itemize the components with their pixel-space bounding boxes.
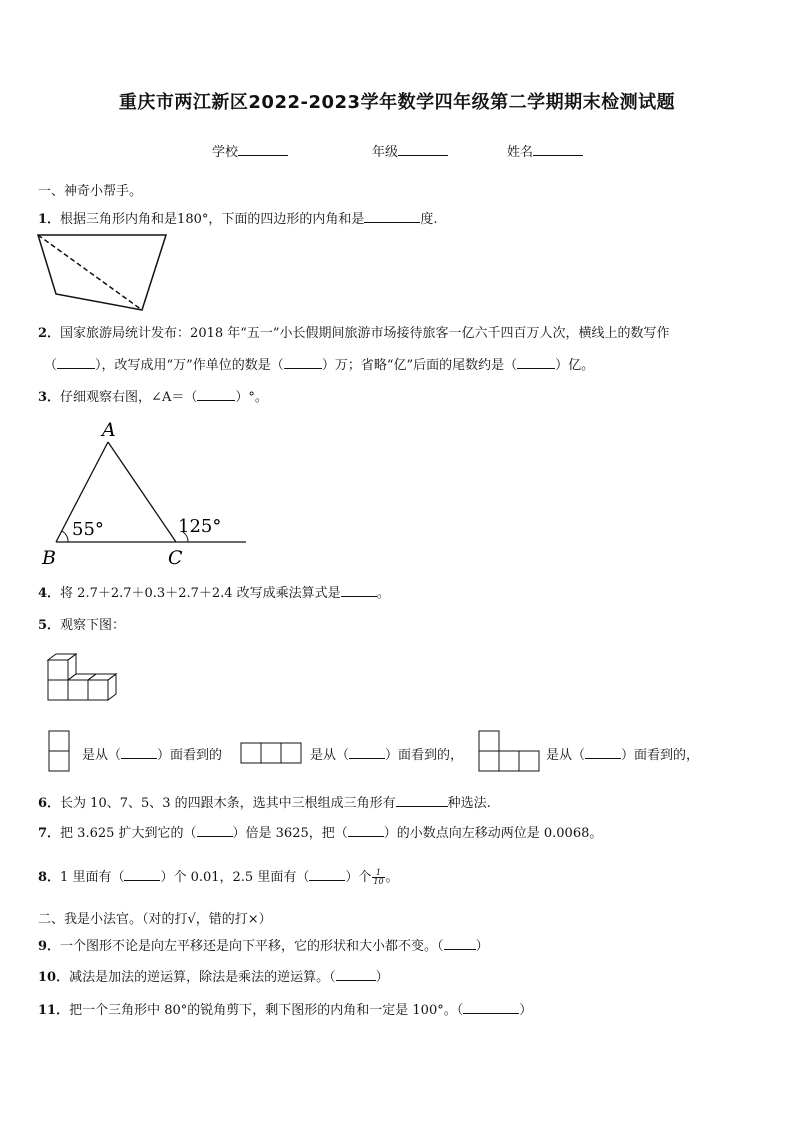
q5-blank-1[interactable] [121, 746, 157, 759]
question-3 [38, 386, 268, 405]
q10-number: 10． [38, 970, 70, 985]
q11-blank[interactable] [463, 1001, 519, 1014]
q5-part1-text: 是从（ [82, 748, 122, 763]
name-blank[interactable] [533, 143, 583, 156]
q2-text-b: ），改写成用“万”作单位的数是（ [95, 358, 284, 373]
q8-text-d: 。 [385, 870, 399, 885]
q8-blank-1[interactable] [124, 868, 160, 881]
q7-text-b: ）倍是 3625，把（ [232, 826, 348, 841]
name-label: 姓名 [507, 145, 534, 160]
q9-text-after: ） [475, 939, 489, 954]
q7-blank-1[interactable] [197, 824, 233, 837]
vertex-b-label: B [42, 547, 56, 569]
q9-text: 一个图形不论是向左平移还是向下平移，它的形状和大小都不变。（ [60, 939, 444, 954]
q1-text-after: 度. [420, 212, 438, 227]
q1-number: 1． [38, 212, 61, 227]
q6-blank[interactable] [396, 794, 448, 807]
q5-part2 [310, 744, 463, 763]
question-5 [38, 614, 125, 633]
q10-blank[interactable] [336, 968, 376, 981]
q5-part3-text: 是从（ [546, 748, 586, 763]
q5-part2-text: 是从（ [310, 748, 350, 763]
quadrilateral-shape [38, 235, 166, 310]
question-4 [38, 582, 390, 601]
question-9 [38, 935, 489, 954]
q8-text-a: 1 里面有（ [60, 870, 125, 885]
q8-text-c: ）个 [345, 870, 372, 885]
q2-text-c: ）万；省略“亿”后面的尾数约是（ [321, 358, 518, 373]
q5-text: 观察下图： [60, 618, 126, 633]
q4-number: 4． [38, 586, 61, 601]
question-5-views [46, 736, 746, 776]
q9-blank[interactable] [444, 937, 476, 950]
vertex-c-label: C [168, 547, 183, 569]
q1-blank[interactable] [364, 210, 420, 223]
q4-text-after: 。 [376, 586, 390, 601]
section1-heading: 一、神奇小帮手。 [38, 184, 143, 199]
q11-number: 11． [38, 1003, 70, 1018]
q3-number: 3． [38, 390, 61, 405]
q3-text: 仔细观察右图，∠A＝（ [60, 390, 198, 405]
q2-paren-open: （ [44, 358, 58, 373]
school-label: 学校 [212, 145, 239, 160]
school-blank[interactable] [238, 143, 288, 156]
q4-blank[interactable] [341, 584, 377, 597]
fraction-one-tenth [372, 869, 384, 886]
triangle-figure [36, 418, 250, 568]
view-left-figure [48, 730, 70, 772]
q8-blank-2[interactable] [309, 868, 345, 881]
q3-text-after: ）°。 [235, 390, 268, 405]
section2-heading: 二、我是小法官。（对的打√，错的打×） [38, 912, 272, 927]
quadrilateral-figure [36, 232, 170, 314]
grade-blank[interactable] [398, 143, 448, 156]
question-1 [38, 208, 438, 227]
q8-text-b: ）个 0.01，2.5 里面有（ [160, 870, 310, 885]
q5-blank-3[interactable] [585, 746, 621, 759]
q7-text-c: ）的小数点向左移动两位是 0.0068。 [383, 826, 603, 841]
q2-line1: 国家旅游局统计发布：2018 年“五一”小长假期间旅游市场接待旅客一亿六千四百万人次，横线上的数写作 [60, 326, 670, 341]
q7-text-a: 把 3.625 扩大到它的（ [60, 826, 197, 841]
q10-text: 减法是加法的逆运算，除法是乘法的逆运算。（ [69, 970, 336, 985]
q5-part2-after: ）面看到的， [385, 748, 464, 763]
q5-number: 5． [38, 618, 61, 633]
question-2-line1 [38, 322, 670, 341]
quadrilateral-diagonal [38, 235, 142, 310]
angle-c-value: 125° [178, 516, 222, 537]
question-8 [38, 866, 399, 886]
school-field [212, 141, 288, 160]
vertex-a-label: A [102, 419, 116, 441]
angle-b-arc [62, 531, 68, 542]
q6-number: 6． [38, 796, 61, 811]
angle-b-value: 55° [72, 519, 104, 540]
q4-text: 将 2.7＋2.7＋0.3＋2.7＋2.4 改写成乘法算式是 [60, 586, 341, 601]
question-2-line2 [44, 354, 594, 373]
q3-blank[interactable] [197, 388, 235, 401]
grade-label: 年级 [372, 145, 399, 160]
q6-text-after: 种选法. [447, 796, 491, 811]
q2-blank-2[interactable] [284, 356, 322, 369]
cube-stack-figure [46, 650, 122, 704]
q7-blank-2[interactable] [348, 824, 384, 837]
fraction-numerator: 1 [372, 869, 384, 878]
q2-text-d: ）亿。 [555, 358, 595, 373]
q9-number: 9． [38, 939, 61, 954]
question-10 [38, 966, 389, 985]
q10-text-after: ） [375, 970, 389, 985]
fraction-denominator: 10 [373, 877, 384, 886]
grade-field [372, 141, 448, 160]
side-ac [108, 442, 176, 542]
q2-blank-1[interactable] [57, 356, 95, 369]
q5-part1 [82, 744, 222, 763]
question-7 [38, 822, 602, 841]
q2-blank-3[interactable] [517, 356, 555, 369]
page-title: 重庆市两江新区2022-2023学年数学四年级第二学期期末检测试题 [118, 92, 676, 113]
q8-number: 8． [38, 870, 61, 885]
view-top-figure [478, 730, 540, 772]
q7-number: 7． [38, 826, 61, 841]
q11-text: 把一个三角形中 80°的锐角剪下，剩下图形的内角和一定是 100°。（ [69, 1003, 464, 1018]
q5-part3 [546, 744, 699, 763]
q5-blank-2[interactable] [349, 746, 385, 759]
view-front-figure [240, 742, 302, 764]
q5-part1-after: ）面看到的 [157, 748, 223, 763]
q2-number: 2． [38, 326, 61, 341]
question-6 [38, 792, 491, 811]
q11-text-after: ） [519, 1003, 533, 1018]
q6-text: 长为 10、7、5、3 的四跟木条，选其中三根组成三角形有 [60, 796, 396, 811]
name-field [507, 141, 583, 160]
q1-text: 根据三角形内角和是180°，下面的四边形的内角和是 [60, 212, 365, 227]
q5-part3-after: ）面看到的， [621, 748, 700, 763]
question-11 [38, 999, 532, 1018]
